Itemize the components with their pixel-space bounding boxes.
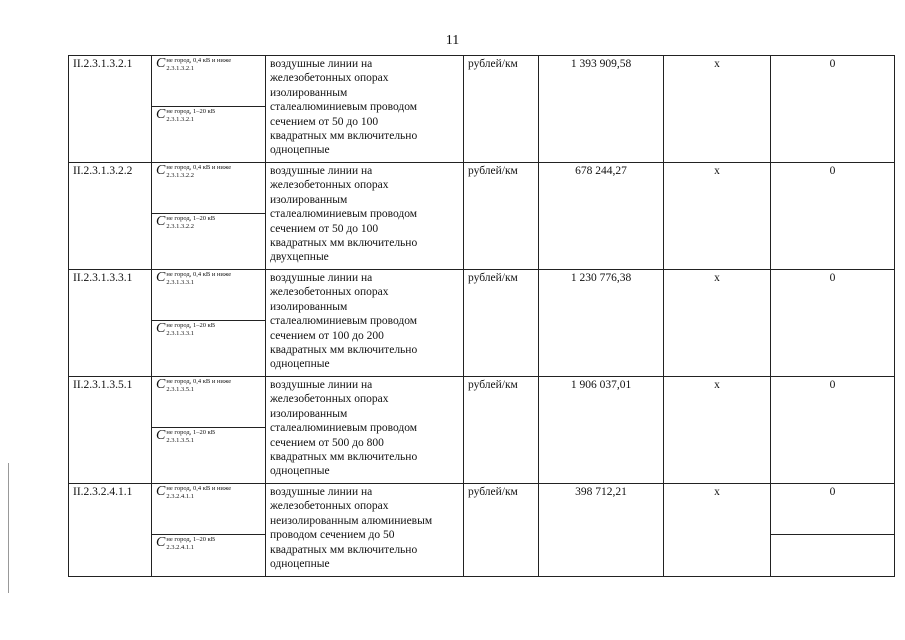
scan-margin-line	[8, 463, 9, 593]
row-description: воздушные линии на железобетонных опорах изолированным сталеалюминиевым проводом сечением от 50 до 100 квадратных мм включительно двухцепные	[266, 163, 464, 270]
formula-symbol: C	[156, 214, 166, 229]
row-code: II.2.3.1.3.2.1	[69, 56, 152, 163]
row-code: II.2.3.1.3.5.1	[69, 377, 152, 484]
table-row	[69, 270, 895, 321]
row-unit: рублей/км	[464, 56, 539, 163]
formula-subscript: 2.3.1.3.5.1	[166, 386, 194, 393]
formula-superscript: не город, 0,4 кВ и ниже	[166, 271, 232, 278]
row-value: 1 393 909,58	[539, 56, 664, 163]
row-zero: 0	[771, 484, 895, 535]
empty-cell	[771, 535, 895, 577]
formula-mid-voltage	[152, 107, 266, 163]
row-zero: 0	[771, 56, 895, 163]
row-description: воздушные линии на железобетонных опорах изолированным сталеалюминиевым проводом сечением от 100 до 200 квадратных мм включительно одноцепные	[266, 270, 464, 377]
formula-superscript: не город, 0,4 кВ и ниже	[166, 57, 232, 64]
row-zero: 0	[771, 163, 895, 270]
row-description: воздушные линии на железобетонных опорах неизолированным алюминиевым проводом сечением до 50 квадратных мм включительно одноцепные	[266, 484, 464, 577]
row-cross: х	[664, 484, 771, 577]
formula-symbol: C	[156, 535, 166, 550]
row-value: 1 230 776,38	[539, 270, 664, 377]
formula-subscript: 2.3.1.3.2.1	[166, 116, 194, 123]
row-code: II.2.3.2.4.1.1	[69, 484, 152, 577]
formula-superscript: не город, 1–20 кВ	[166, 536, 216, 543]
row-zero: 0	[771, 377, 895, 484]
row-code: II.2.3.1.3.3.1	[69, 270, 152, 377]
row-value: 1 906 037,01	[539, 377, 664, 484]
formula-superscript: не город, 0,4 кВ и ниже	[166, 485, 232, 492]
formula-superscript: не город, 1–20 кВ	[166, 429, 216, 436]
row-cross: х	[664, 56, 771, 163]
formula-subscript: 2.3.1.3.2.2	[166, 223, 194, 230]
formula-superscript: не город, 1–20 кВ	[166, 108, 216, 115]
formula-subscript: 2.3.1.3.2.1	[166, 65, 194, 72]
row-zero: 0	[771, 270, 895, 377]
formula-symbol: C	[156, 484, 166, 499]
formula-low-voltage	[152, 163, 266, 214]
formula-symbol: C	[156, 377, 166, 392]
formula-superscript: не город, 0,4 кВ и ниже	[166, 164, 232, 171]
formula-symbol: C	[156, 428, 166, 443]
row-unit: рублей/км	[464, 377, 539, 484]
formula-mid-voltage	[152, 214, 266, 270]
formula-subscript: 2.3.1.3.3.1	[166, 330, 194, 337]
formula-superscript: не город, 0,4 кВ и ниже	[166, 378, 232, 385]
row-description: воздушные линии на железобетонных опорах изолированным сталеалюминиевым проводом сечением от 500 до 800 квадратных мм включительно одноцепные	[266, 377, 464, 484]
rates-table	[68, 55, 895, 577]
formula-symbol: C	[156, 163, 166, 178]
formula-symbol: C	[156, 270, 166, 285]
table-row	[69, 56, 895, 107]
row-unit: рублей/км	[464, 163, 539, 270]
formula-low-voltage	[152, 377, 266, 428]
page-number: 11	[445, 33, 460, 48]
formula-mid-voltage	[152, 428, 266, 484]
formula-subscript: 2.3.2.4.1.1	[166, 544, 194, 551]
formula-symbol: C	[156, 56, 166, 71]
formula-low-voltage	[152, 270, 266, 321]
formula-subscript: 2.3.1.3.5.1	[166, 437, 194, 444]
formula-low-voltage	[152, 56, 266, 107]
formula-superscript: не город, 1–20 кВ	[166, 322, 216, 329]
row-cross: х	[664, 163, 771, 270]
formula-superscript: не город, 1–20 кВ	[166, 215, 216, 222]
formula-symbol: C	[156, 107, 166, 122]
formula-mid-voltage	[152, 321, 266, 377]
row-description: воздушные линии на железобетонных опорах изолированным сталеалюминиевым проводом сечением от 50 до 100 квадратных мм включительно одноцепные	[266, 56, 464, 163]
row-value: 678 244,27	[539, 163, 664, 270]
formula-subscript: 2.3.1.3.2.2	[166, 172, 194, 179]
formula-low-voltage	[152, 484, 266, 535]
table-row	[69, 163, 895, 214]
row-cross: х	[664, 270, 771, 377]
formula-mid-voltage	[152, 535, 266, 577]
row-cross: х	[664, 377, 771, 484]
table-row	[69, 484, 895, 535]
row-code: II.2.3.1.3.2.2	[69, 163, 152, 270]
formula-symbol: C	[156, 321, 166, 336]
formula-subscript: 2.3.1.3.3.1	[166, 279, 194, 286]
row-value: 398 712,21	[539, 484, 664, 577]
row-unit: рублей/км	[464, 484, 539, 577]
formula-subscript: 2.3.2.4.1.1	[166, 493, 194, 500]
row-unit: рублей/км	[464, 270, 539, 377]
table-row	[69, 377, 895, 428]
